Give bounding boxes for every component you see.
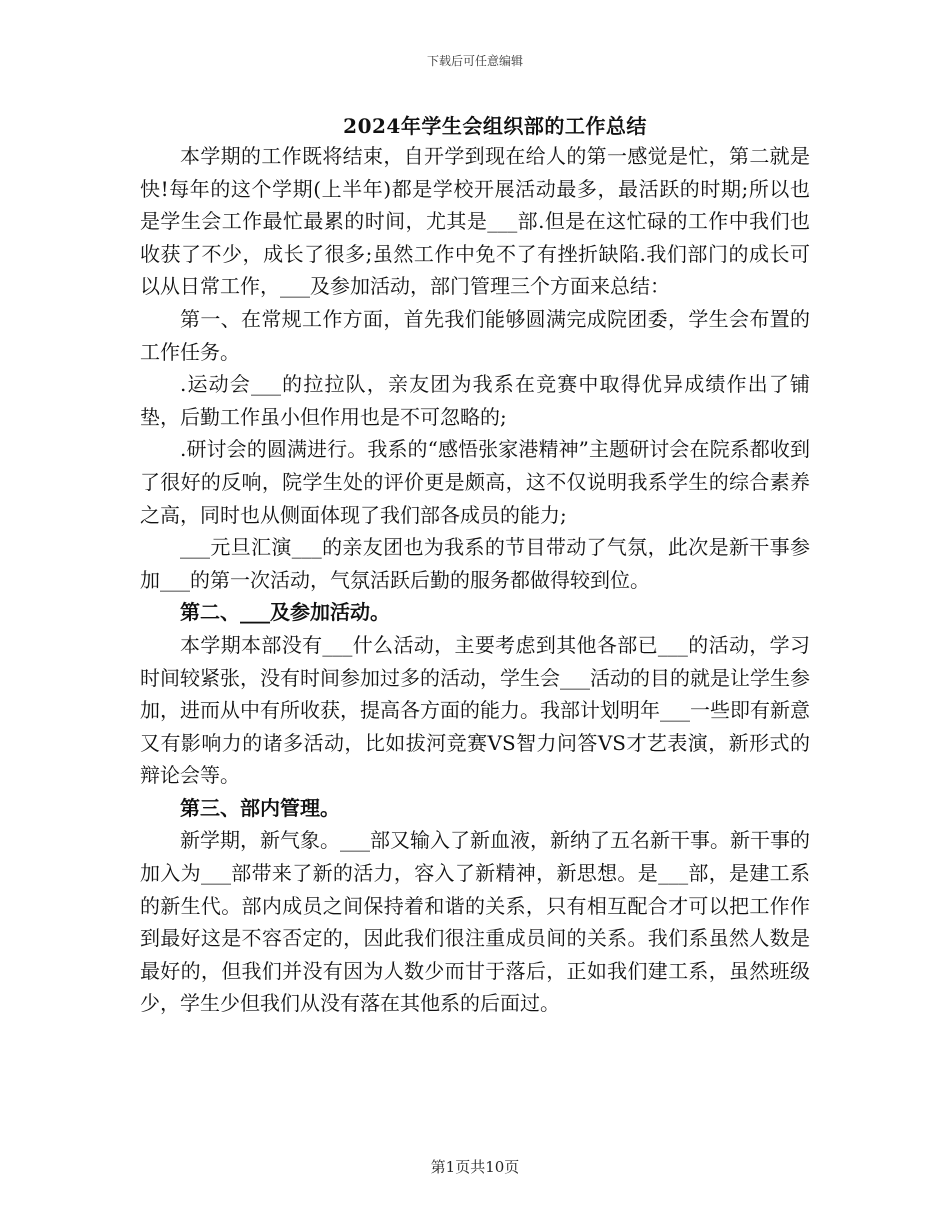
paragraph-new-year-show: ___元旦汇演___的亲友团也为我系的节目带动了气氛，此次是新干事参加___的第一次活动，气氛活跃后勤的服务都做得较到位。 <box>140 535 810 592</box>
section-heading-two: 第二、___及参加活动。 <box>180 600 390 625</box>
header-note: 下载后可任意编辑 <box>426 54 523 68</box>
document-body <box>140 140 810 1020</box>
paragraph-management: 新学期，新气象。___部又输入了新血液，新纳了五名新干事。新干事的加入为___部带来了新的活力，容入了新精神，新思想。是___部，是建工系的新生代。部内成员之间保持着和谐的关系，只有相互配合才可以把工作作到最好这是不容否定的，因此我们很注重成员间的关系。我们系虽然人数是最好的，但我们并没有因为人数少而甘于落后，正如我们建工系，虽然班级少，学生少但我们从没有落在其他系的后面过。 <box>140 828 810 1016</box>
page-number: 第1页共10页 <box>430 1158 520 1176</box>
paragraph-intro: 本学期的工作既将结束，自开学到现在给人的第一感觉是忙，第二就是快!每年的这个学期(上半年)都是学校开展活动最多，最活跃的时期;所以也是学生会工作最忙最累的时间，尤其是___部.但是在这忙碌的工作中我们也收获了不少，成长了很多;虽然工作中免不了有挫折缺陷.我们部门的成长可以从日常工作，___及参加活动，部门管理三个方面来总结： <box>140 144 810 299</box>
paragraph-section-one: 第一、在常规工作方面，首先我们能够圆满完成院团委，学生会布置的工作任务。 <box>140 306 810 364</box>
paragraph-sports-meeting: .运动会___的拉拉队，亲友团为我系在竞赛中取得优异成绩作出了铺垫，后勤工作虽小但作用也是不可忽略的; <box>140 372 810 429</box>
paragraph-activities: 本学期本部没有___什么活动，主要考虑到其他各部已___的活动，学习时间较紧张，没有时间参加过多的活动，学生会___活动的目的就是让学生参加，进而从中有所收获，提高各方面的能力。我部计划明年___一些即有新意又有影响力的诸多活动，比如拔河竞赛VS智力问答VS才艺表演，新形式的辩论会等。 <box>140 632 810 788</box>
document-title: 2024年学生会组织部的工作总结 <box>343 114 647 138</box>
paragraph-seminar: .研讨会的圆满进行。我系的“感悟张家港精神”主题研讨会在院系都收到了很好的反响，院学生处的评价更是颇高，这不仅说明我系学生的综合素养之高，同时也从侧面体现了我们部各成员的能力; <box>140 437 810 527</box>
section-heading-three: 第三、部内管理。 <box>180 795 340 820</box>
